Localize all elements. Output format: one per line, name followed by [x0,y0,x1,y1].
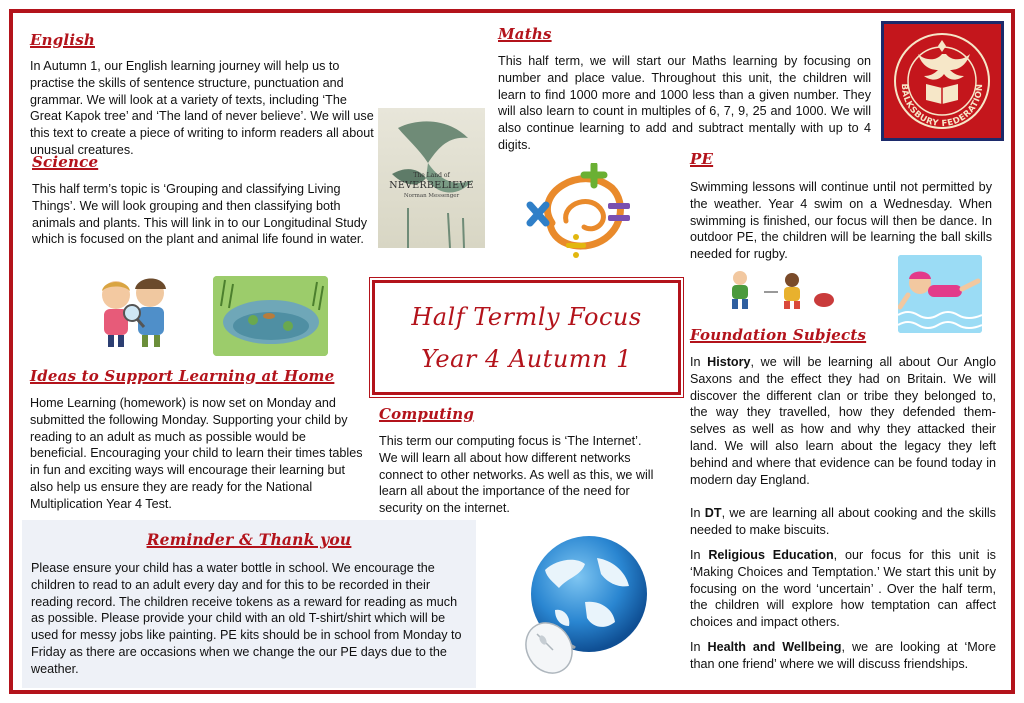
science-text: This half term’s topic is ‘Grouping and classifying Living Things’. We will look grouping and then classifying both animals and plants. This will link in to our Longitudinal Study which is focused on the plant and animal life found in water. [32,182,368,247]
pe-heading: PE [690,150,714,168]
maths-symbols-icon [522,163,640,260]
ideas-text: Home Learning (homework) is now set on Monday and submitted the following Monday. Supporting your child by reading to an adult as much as possible would be beneficial. Encouraging your child to learn their times tables in fun and exciting ways will encourage their learning but also help us ensure they are ready for the National Multiplication Year 4 Test. [30,396,363,511]
maths-symbols-image [522,163,640,260]
children-magnifier-icon [90,273,178,349]
title-line-1: Half Termly Focus [411,302,642,331]
children-magnifier-image [90,273,178,349]
logo-text: BALKSBURY FEDERATION [898,83,986,130]
hw-paragraph: In Health and Wellbeing, we are looking at ‘More than one friend’ where we will discuss friendships. [690,640,996,671]
pond-image [213,276,328,356]
re-paragraph: In Religious Education, our focus for this unit is ‘Making Choices and Temptation.’ We start this unit by focusing on the word ‘uncertain’ . Over the half term, the children will explore how temptation can affect choices and impact others. [690,548,996,630]
swimmer-icon [898,255,982,333]
swimmer-image [898,255,982,333]
book-cover-image [378,108,485,248]
reminder-text: Please ensure your child has a water bottle in school. We encourage the children to read to an adult every day and for this to be recorded in their reading record. The children receive tokens as a reward for reading as much as possible. Please provide your child with an old T-shirt/shirt which will be used for messy jobs like painting. PE kits should be in school from Monday to Friday as there are occasions when we change the our PE days due to the weather. [31,561,462,676]
foundation-heading: Foundation Subjects [690,326,867,344]
dt-paragraph: In DT, we are learning all about cooking and the skills needed to make biscuits. [690,506,996,537]
hw-label: Health and Wellbeing [707,640,842,654]
english-text: In Autumn 1, our English learning journey will help us to practise the skills of sentence structure, punctuation and grammar. We will look at a variety of texts, including ‘The Great Kapok tree’ and ‘The land of never believe’. We will use this text to create a piece of writing to inform readers all about unusual creatures. [30,59,374,157]
history-paragraph: In History, we will be learning all about Our Anglo Saxons and the effect they had on Britain. We will discover the different clan or tribe they belonged to, the way they travelled, how they defended them-selves as well as how and why they attacked their land. We will also learn about the legacy they left behind and where that evidence can be found today in modern day England. [690,355,996,487]
kids-playing-icon [724,268,840,312]
kids-playing-image [724,268,840,312]
logo-emblem-icon [884,24,1001,138]
science-heading: Science [32,153,99,171]
globe-mouse-icon [515,530,658,678]
book-title-small: The Land of [413,172,450,179]
globe-mouse-image [515,530,658,678]
english-heading: English [30,31,95,49]
maths-text: This half term, we will start our Maths learning by focusing on number and place value. Throughout this unit, the children will learn to find 1000 more and 1000 less than a given number. They will also learn to count in multiples of 6, 7, 9, 25 and 1000. We will also continue learning to add and subtract mentally with up to 4 digits. [498,54,871,152]
ideas-heading: Ideas to Support Learning at Home [30,367,335,385]
dt-label: DT [704,506,722,520]
book-author: Norman Messenger [403,193,460,199]
re-label: Religious Education [708,548,834,562]
pond-icon [213,276,328,356]
reminder-heading: Reminder & Thank you [146,530,352,549]
computing-text: This term our computing focus is ‘The Internet’. We will learn all about how different networks connect to other networks. As well as this, we will learn all about the importance of the need for security on the internet. [379,434,654,516]
book-title: NEVERBELIEVE [389,180,474,191]
pe-text: Swimming lessons will continue until not permitted by the weather. Year 4 swim on a Wednesday. When swimming is finished, our focus will then be dance. In outdoor PE, the children will be learning the ball skills needed for rugby. [690,180,992,262]
maths-heading: Maths [498,25,552,43]
title-box [372,280,681,395]
computing-heading: Computing [379,405,475,423]
title-line-2: Year 4 Autumn 1 [421,344,632,373]
history-label: History [707,355,751,369]
school-logo [881,21,1004,141]
